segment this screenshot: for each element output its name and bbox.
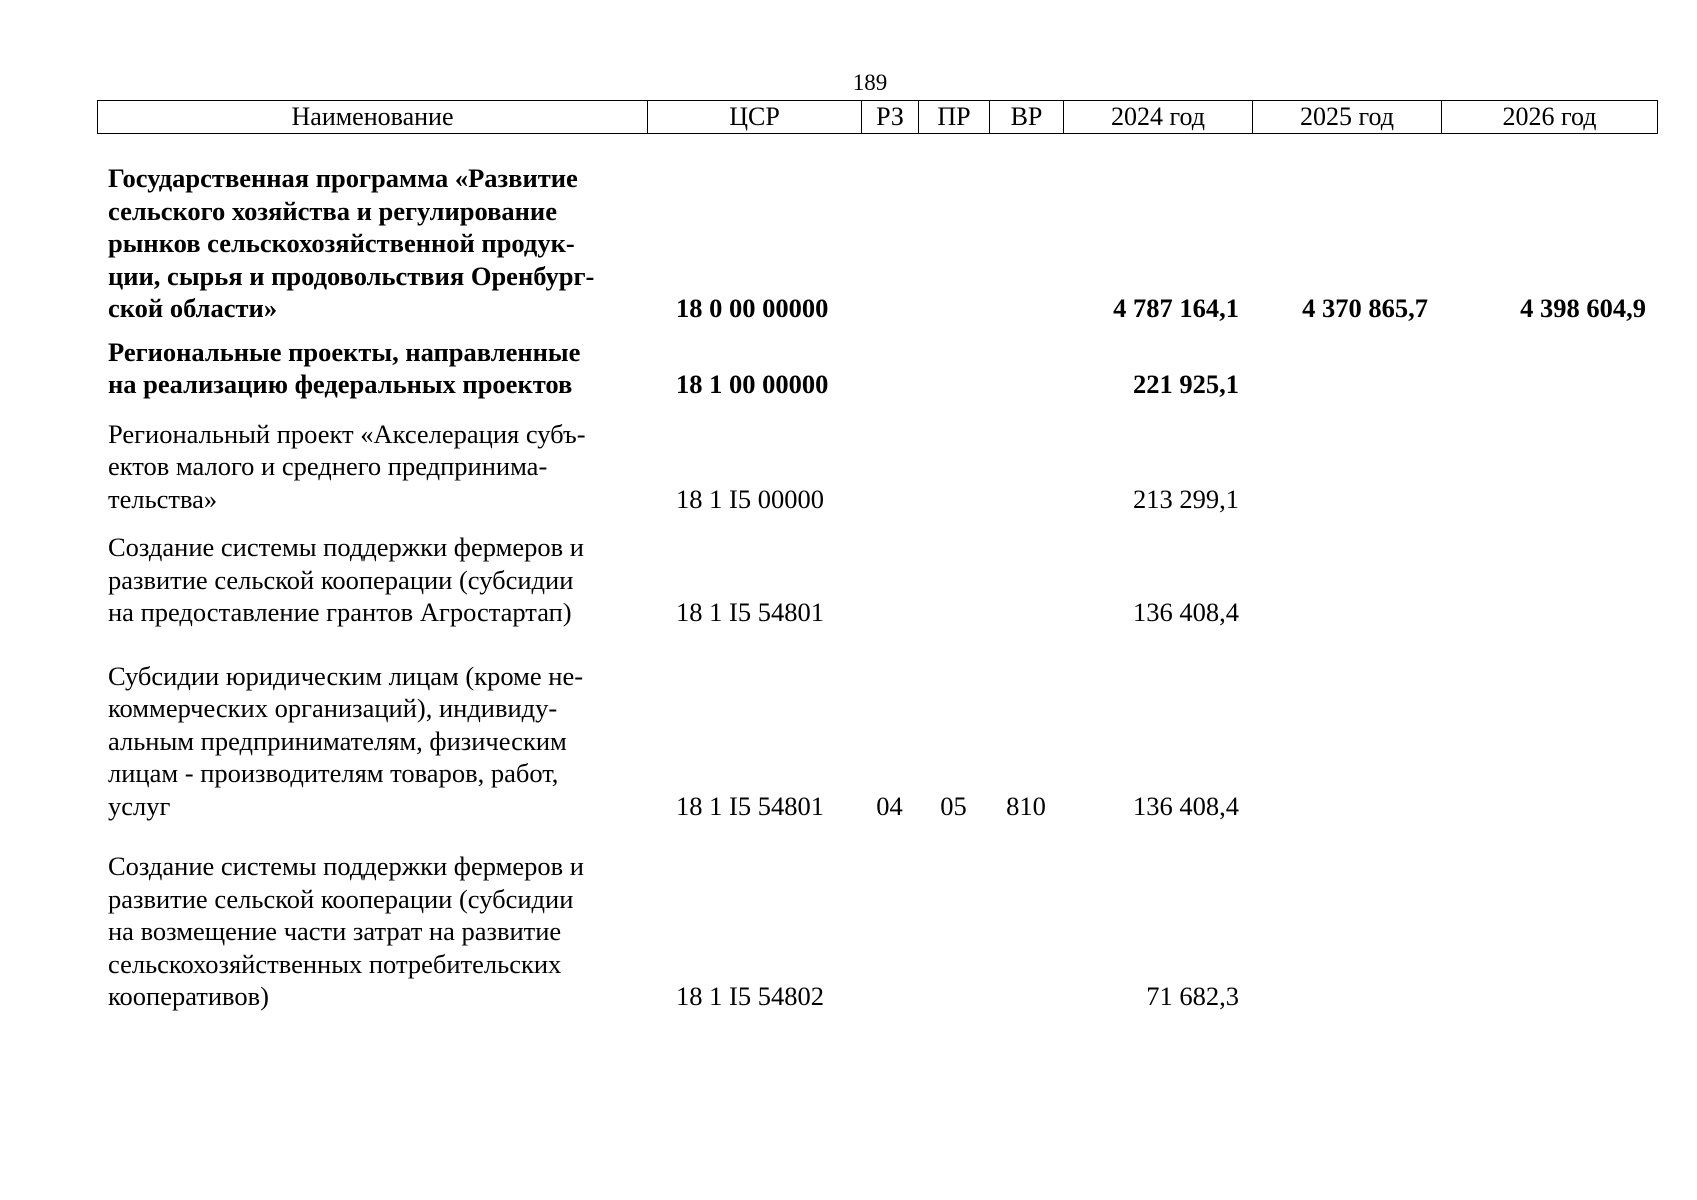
row-2026 [1441,418,1657,516]
row-vr: 810 [1006,790,1046,821]
table-row [97,336,1657,401]
row-vr [989,418,1063,516]
table-row [97,418,1657,516]
column-header-2026: 2026 год [1442,101,1658,134]
row-name-line: ской области» [108,293,278,323]
row-name [97,336,647,401]
column-header-csr: ЦСР [648,101,862,134]
column-header-2025: 2025 год [1253,101,1442,134]
row-name-line: ектов малого и среднего предпринима- [108,451,548,481]
row-name-line: развитие сельской кооперации (субсидии [108,564,574,595]
row-name-line: сельскохозяйственных потребительских [108,948,562,979]
row-rz [861,850,918,1013]
row-2026: 4 398 604,9 [1520,293,1646,323]
row-rz [861,418,918,516]
row-2025 [1252,660,1441,823]
row-name-line: Региональный проект «Акселерация субъ- [108,418,586,449]
row-pr [918,162,989,325]
column-header-vr: ВР [990,101,1064,134]
page-number: 189 [852,70,888,95]
row-name-line: Создание системы поддержки фермеров и [108,532,584,562]
row-name [97,660,647,823]
row-name [97,418,647,516]
table-row [97,850,1657,1013]
row-name-line: тельства» [108,483,218,514]
row-2024: 4 787 164,1 [1113,293,1239,323]
row-2026 [1441,850,1657,1013]
row-2026 [1441,531,1657,629]
row-csr: 18 1 I5 54801 [676,597,824,627]
row-2025 [1252,336,1441,401]
row-2026 [1441,660,1657,823]
row-rz [861,162,918,325]
row-name-line: рынков сельскохозяйственной продук- [108,228,575,258]
row-pr: 05 [940,790,967,821]
row-name [97,850,647,1013]
column-header-rz: РЗ [862,101,919,134]
row-name-line: кооперативов) [108,981,269,1011]
row-rz [861,336,918,401]
row-csr: 18 1 I5 00000 [676,483,824,514]
row-name-line: Создание системы поддержки фермеров и [108,851,584,881]
row-name-line: Субсидии юридическим лицам (кроме не- [108,660,584,691]
row-name-line: на реализацию федеральных проектов [108,369,573,399]
row-name-line: Государственная программа «Развитие [108,163,578,193]
row-name-line: услуг [108,790,171,821]
row-name-line: ции, сырья и продовольствия Оренбург- [108,260,595,291]
row-rz: 04 [876,790,903,821]
row-2026 [1441,336,1657,401]
row-name-line: сельского хозяйства и регулирование [108,195,557,226]
row-name-line: на возмещение части затрат на развитие [108,916,562,946]
column-header-name: Наименование [98,101,648,134]
table-row [97,531,1657,629]
row-2024: 221 925,1 [1133,369,1239,399]
row-vr [989,336,1063,401]
row-csr: 18 1 I5 54801 [676,790,824,821]
row-2025: 4 370 865,7 [1302,293,1428,323]
table-row [97,162,1657,325]
table-header [97,100,1658,134]
row-2025 [1252,418,1441,516]
row-pr [918,850,989,1013]
row-vr [989,850,1063,1013]
row-name-line: развитие сельской кооперации (субсидии [108,883,574,914]
row-name-line: альным предпринимателям, физическим [108,725,567,756]
row-pr [918,336,989,401]
row-pr [918,418,989,516]
row-2024: 213 299,1 [1133,483,1239,514]
budget-table [97,162,1657,1013]
row-2024: 136 408,4 [1133,790,1239,821]
row-csr: 18 1 00 00000 [676,369,829,399]
table-row [97,660,1657,823]
column-header-pr: ПР [919,101,990,134]
column-header-2024: 2024 год [1064,101,1253,134]
row-vr [989,162,1063,325]
row-csr: 18 0 00 00000 [676,293,829,323]
row-rz [861,531,918,629]
row-name-line: коммерческих организаций), индивиду- [108,693,558,723]
row-pr [918,531,989,629]
row-2025 [1252,850,1441,1013]
row-name-line: лицам - производителям товаров, работ, [108,758,559,788]
row-name-line: Региональные проекты, направленные [108,336,581,367]
row-2024: 71 682,3 [1146,981,1239,1011]
row-name [97,531,647,629]
row-name-line: на предоставление грантов Агростартап) [108,597,572,627]
row-vr [989,531,1063,629]
row-2024: 136 408,4 [1133,597,1239,627]
row-csr: 18 1 I5 54802 [676,981,824,1011]
row-name [97,162,647,325]
row-2025 [1252,531,1441,629]
